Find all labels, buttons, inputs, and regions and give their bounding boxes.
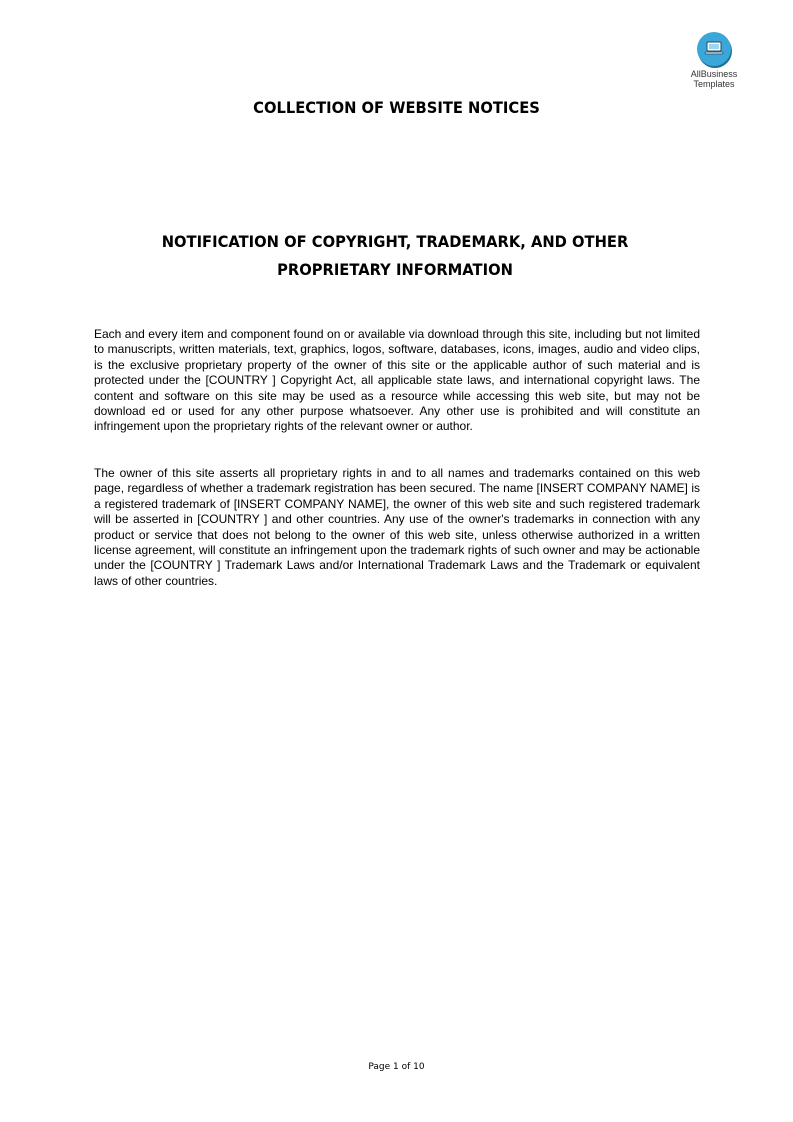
- company-logo: [684, 32, 744, 89]
- section-title: NOTIFICATION OF COPYRIGHT, TRADEMARK, AND OTHER PROPRIETARY INFORMATION: [161, 232, 629, 279]
- logo-line-2: Templates: [693, 79, 735, 89]
- paragraph-copyright: Each and every item and component found on or available via download through this site, including but not limited to manuscripts, written materials, text, graphics, logos, software, databases, icons, images, audio and video clips, is the exclusive proprietary property of the owner of this site or the applicable author of such material and is protected under the [COUNTRY ] Copyright Act, all applicable state laws, and international copyright laws. The content and software on this site may be used as a resource while accessing this web site, but may not be download ed or used for any other purpose whatsoever. Any other use is prohibited and will constitute an infringement upon the proprietary rights of the relevant owner or author.: [94, 327, 700, 434]
- logo-text: [684, 69, 744, 89]
- document-title: COLLECTION OF WEBSITE NOTICES: [253, 98, 540, 117]
- laptop-icon: [697, 32, 731, 66]
- page-number: Page 1 of 10: [368, 1062, 425, 1072]
- paragraph-trademark: The owner of this site asserts all proprietary rights in and to all names and trademarks contained on this web page, regardless of whether a trademark registration has been secured. The name [INSERT COMPANY NAME] is a registered trademark of [INSERT COMPANY NAME], the owner of this web site and such registered trademark will be asserted in [COUNTRY ] and other countries. Any use of the owner's trademarks in connection with any product or service that does not belong to the owner of this web site, unless otherwise authorized in a written license agreement, will constitute an infringement upon the trademark rights of such owner and may be actionable under the [COUNTRY ] Trademark Laws and/or International Trademark Laws and the Trademark or equivalent laws of other countries.: [94, 466, 700, 588]
- logo-line-1: AllBusiness: [690, 69, 738, 79]
